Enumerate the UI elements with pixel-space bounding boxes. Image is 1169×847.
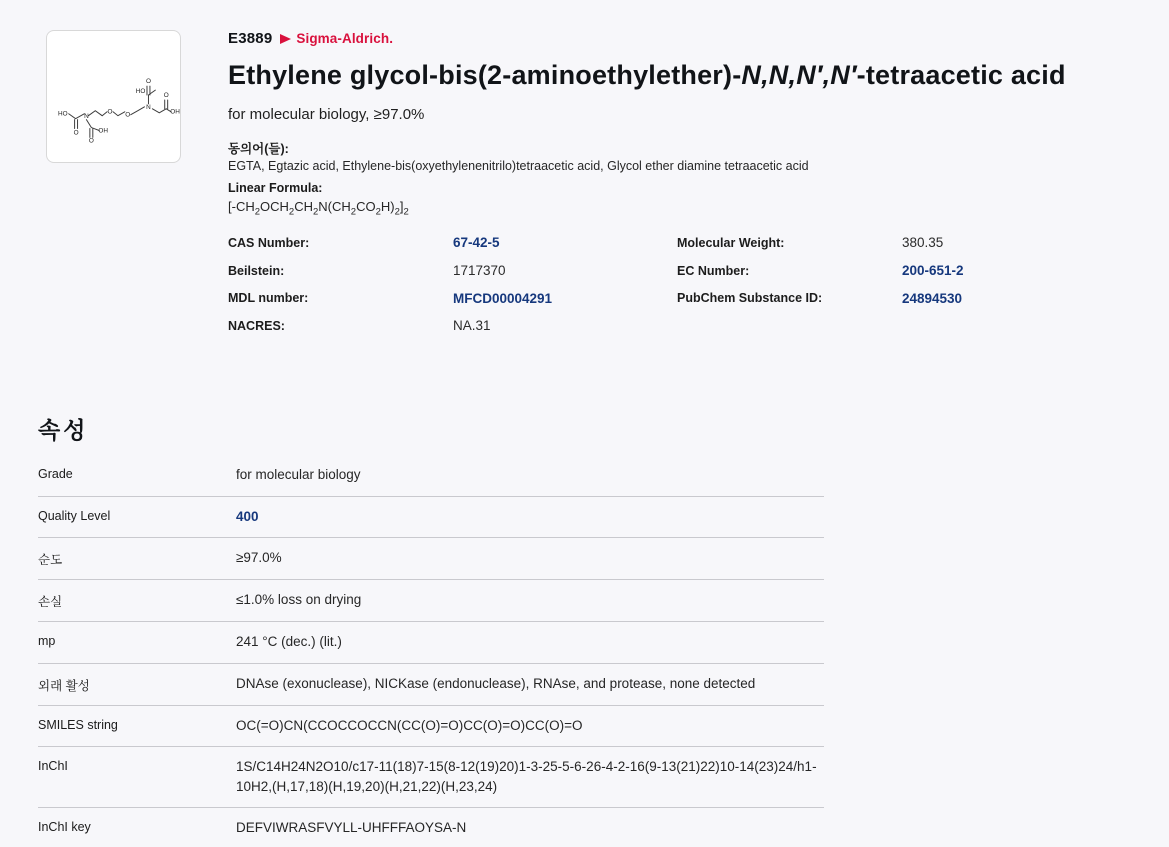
property-label: Quality Level [38,508,111,523]
property-value: OC(=O)CN(CCOCCOCCN(CC(O)=O)CC(O)=O)CC(O)=O [236,717,583,733]
svg-text:O: O [88,137,94,145]
property-row [38,747,824,808]
detail-label: MDL number: [228,291,309,306]
property-row [38,664,824,706]
detail-label: Beilstein: [228,263,285,278]
svg-text:O: O [145,78,151,86]
product-number: E3889 [228,30,273,47]
property-value: 241 °C (dec.) (lit.) [236,634,342,650]
property-label: Grade [38,467,73,481]
svg-text:O: O [107,108,113,116]
property-label: InChI key [38,820,91,835]
brand-badge[interactable] [279,31,393,46]
property-value: ≥97.0% [236,550,282,566]
svg-text:O: O [125,111,131,119]
detail-value-link[interactable]: 200-651-2 [902,263,964,279]
brand-triangle-icon [279,33,292,45]
detail-label: Molecular Weight: [677,235,785,250]
synonyms-text: EGTA, Egtazic acid, Ethylene-bis(oxyethylenenitrilo)tetraacetic acid, Glycol ether diamine tetraacetic acid [228,159,809,173]
product-title: Ethylene glycol-bis(2-aminoethylether)-N,N,N′,N′-tetraacetic acid [228,60,1066,90]
detail-row [677,284,964,312]
egta-structure-drawing [47,31,180,162]
svg-text:OH: OH [98,127,108,135]
details-column-right [677,229,964,312]
property-value-link[interactable]: 400 [236,508,259,524]
detail-row [228,312,552,340]
property-value: ≤1.0% loss on drying [236,592,362,608]
product-structure-image [46,30,181,163]
property-value: for molecular biology [236,467,361,482]
property-row [38,497,824,539]
detail-value-link[interactable]: 67-42-5 [453,235,500,251]
linear-formula-value: $[-CH_2OCH_2CH_2N(CH_2CO_2H)_2]_2$ [228,199,409,218]
brand-name: Sigma-Aldrich. [296,31,394,46]
detail-label: EC Number: [677,263,750,278]
detail-value-link[interactable]: MFCD00004291 [453,290,553,306]
detail-label: CAS Number: [228,235,310,250]
svg-text:O: O [163,91,169,99]
property-label: 손실 [38,595,63,610]
svg-text:OH: OH [170,108,180,116]
detail-row [228,284,552,312]
svg-text:HO: HO [57,110,68,118]
detail-row [228,229,552,257]
detail-label: NACRES: [228,318,285,333]
property-label: SMILES string [38,717,118,732]
property-label: 순도 [38,553,63,568]
property-value: DNAse (exonuclease), NICKase (endonuclease), RNAse, and protease, none detected [236,675,756,691]
property-value: DEFVIWRASFVYLL-UHFFFAOYSA-N [236,820,467,836]
detail-row [228,257,552,285]
svg-text:N: N [146,103,151,111]
svg-text:N: N [84,113,89,121]
detail-label: PubChem Substance ID: [677,291,823,306]
property-row [38,580,824,622]
detail-value: 1717370 [453,263,506,279]
detail-row [677,229,964,257]
property-label: InChI [38,759,68,774]
detail-value: 380.35 [902,235,944,251]
detail-value: NA.31 [453,318,491,334]
product-subtitle: for molecular biology, ≥97.0% [228,106,425,123]
property-row [38,455,824,497]
property-row [38,538,824,580]
detail-value-link[interactable]: 24894530 [902,290,963,306]
properties-heading: 속성 [38,417,89,443]
details-column-left [228,229,552,340]
property-label: mp [38,634,56,649]
property-row [38,622,824,664]
properties-table [38,455,824,847]
property-label: 외래 활성 [38,678,90,693]
property-value: 1S/C14H24N2O10/c17-11(18)7-15(8-12(19)20)1-3-25-5-6-26-4-2-16(9-13(21)22)10-14(23)24/h1-10H2,(H,17,18)(H,19,20)(H,21,22)(H,23,24) [236,759,817,794]
property-row [38,706,824,748]
linear-formula-label: Linear Formula: [228,181,323,195]
svg-text:O: O [73,129,79,137]
detail-row [677,257,964,285]
property-row [38,808,824,847]
product-header [228,30,393,47]
svg-text:HO: HO [135,88,146,96]
synonyms-label: 동의어(들): [228,142,289,156]
